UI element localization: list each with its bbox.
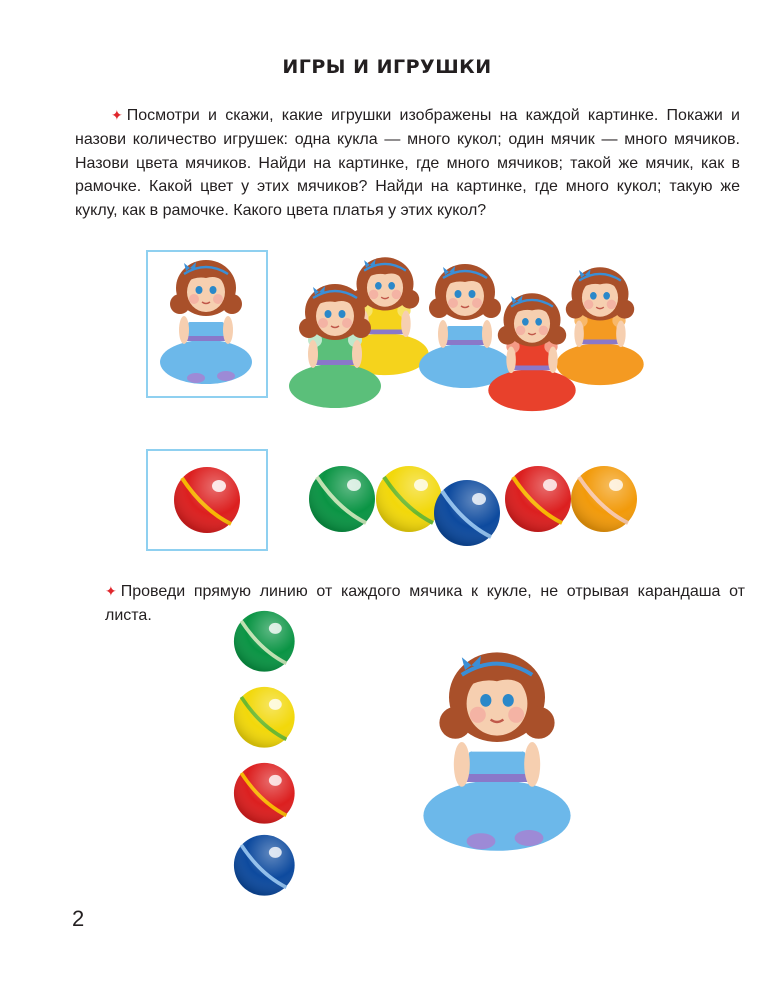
doll-group-illustration — [280, 238, 670, 418]
framed-ball-red — [173, 466, 241, 534]
task-2-instructions — [105, 580, 745, 628]
task-1-instructions — [75, 104, 740, 223]
task-1-text: Посмотри и скажи, какие игрушки изображены на каждой картинке. Покажи и назови количество игрушек: одна кукла — много кукол; один мячик — много мячиков. Назови цвета мячиков. Найди на картинке, где много мячиков; такой же мячик, как в рамочке. Какой цвет у этих мячиков? Найди на картинке, где много кукол; такую же куклу, как в рамочке. Какого цвета платья у этих кукол? — [75, 107, 740, 220]
ball-row-illustration — [308, 465, 638, 555]
page-number: 2 — [72, 906, 85, 931]
doll-blue — [419, 264, 511, 388]
star-marker-icon: ✦ — [111, 107, 123, 123]
task-2-text: Проведи прямую линию от каждого мячика к кукле, не отрывая карандаша от листа. — [105, 583, 745, 624]
doll-orange — [556, 267, 643, 385]
page-title: ИГРЫ И ИГРУШКИ — [282, 56, 492, 78]
single-doll-illustration — [405, 640, 595, 870]
star-marker-icon: ✦ — [105, 583, 117, 599]
ball-column-illustration — [233, 610, 299, 890]
doll-red — [488, 293, 575, 411]
framed-doll-illustration — [146, 250, 268, 398]
